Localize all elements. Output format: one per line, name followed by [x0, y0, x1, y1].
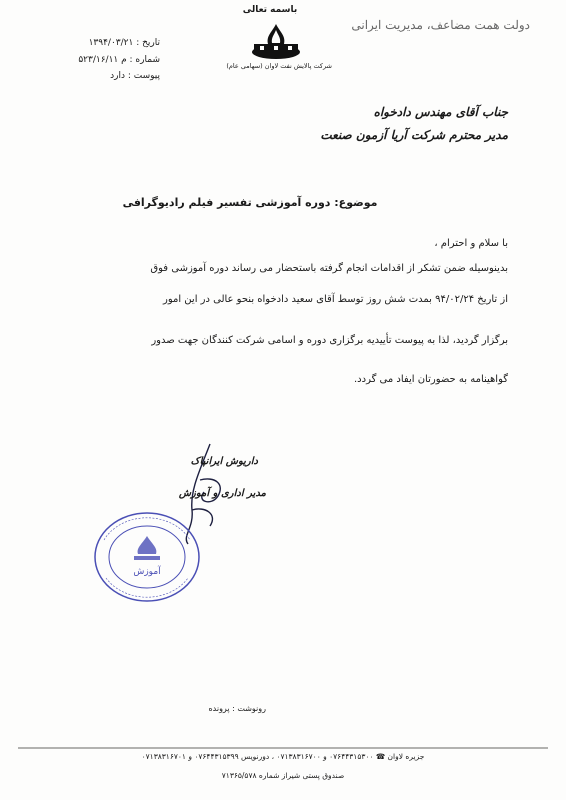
- svg-text:آموزش: آموزش: [133, 567, 161, 577]
- body-line: از تاریخ ۹۴/۰۲/۲۴ بمدت شش روز توسط آقای سعید دادخواه بنحو عالی در این امور: [162, 294, 508, 305]
- footer-contact: جزیره لاوان ☎ ۰۷۶۴۴۳۱۵۳۰۰ و ۰۷۱۳۸۳۱۶۷۰۰ ، دورنویس ۰۷۶۴۴۳۱۵۳۹۹ و ۰۷۱۳۸۳۱۶۷۰۱: [141, 752, 425, 761]
- bismillah-heading: باسمه تعالی: [242, 5, 298, 15]
- official-stamp: [92, 510, 202, 605]
- letter-subject: موضوع: دوره آموزشی تفسیر فیلم رادیوگرافی: [122, 196, 378, 209]
- letter-date: تاریخ : ۱۳۹۴/۰۳/۲۱: [88, 38, 160, 48]
- body-line: گواهینامه به حضورتان ایفاد می گردد.: [353, 374, 508, 385]
- signer-name: داریوش ایرانپاک: [190, 456, 258, 467]
- letter-number: شماره : م ۵۲۳/۱۶/۱۱: [78, 55, 160, 65]
- copy-recipient: رونوشت : پرونده: [208, 704, 266, 713]
- body-line: بدینوسیله ضمن تشکر از اقدامات انجام گرفته باستحضار می رساند دوره آموزشی فوق: [150, 263, 508, 274]
- greeting: با سلام و احترام ،: [434, 238, 508, 249]
- recipient-name: جناب آقای مهندس دادخواه: [373, 105, 508, 119]
- recipient-title: مدیر محترم شرکت آریا آزمون صنعت: [320, 128, 508, 142]
- company-caption: شرکت پالایش نفت لاوان (سهامی عام): [226, 62, 332, 70]
- company-logo: [246, 22, 306, 60]
- body-line: برگزار گردید، لذا به پیوست تأییدیه برگزاری دوره و اسامی شرکت کنندگان جهت صدور: [151, 335, 508, 346]
- signer-title: مدیر اداری و آموزش: [178, 488, 266, 499]
- letter-attachment: پیوست : دارد: [110, 71, 160, 81]
- government-slogan: دولت همت مضاعف، مدیریت ایرانی: [351, 18, 530, 32]
- footer-postal: صندوق پستی شیراز شماره ۷۱۳۶۵/۵۷۸: [221, 771, 345, 780]
